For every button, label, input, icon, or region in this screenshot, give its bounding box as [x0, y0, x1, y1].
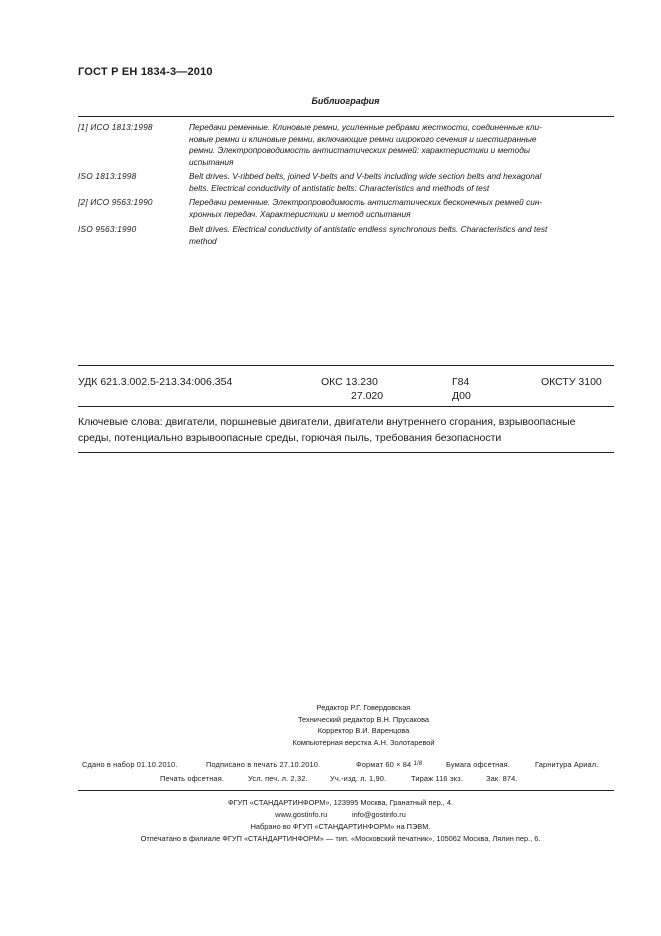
format-prefix: Формат 60 × 84 [356, 760, 412, 769]
print-conv-sheets: Усл. печ. л. 2,32. [248, 774, 308, 783]
bibliography-top-rule [78, 116, 614, 117]
publisher-contacts [20, 809, 661, 821]
classification-top-rule [78, 365, 614, 366]
print-signed-date: Подписано в печать 27.10.2010. [206, 760, 321, 769]
udk-code: УДК 621.3.002.5-213.34:006.354 [78, 376, 233, 388]
bib-text-1-ru [189, 122, 615, 168]
keywords-top-rule [78, 406, 614, 407]
bib-line: Belt drives. V-ribbed belts, joined V-belts and V-belts including wide section belts and hexagonal [189, 171, 542, 181]
bib-ref-2-ru: [2] ИСО 9563:1990 [78, 197, 153, 207]
format-numerator: 1 [413, 761, 417, 767]
credit-editor: Редактор Р.Г. Говердовская [316, 703, 411, 712]
print-method: Печать офсетная. [160, 774, 225, 783]
print-order: Зак. 874. [486, 774, 518, 783]
bib-text-2-ru [189, 197, 615, 220]
bib-text-2-en [189, 224, 615, 247]
format-denominator: 8 [418, 761, 423, 767]
publisher-top-rule [78, 790, 614, 791]
bib-line: ремни. Электропроводимость антистатических ремней: характеристики и методы [189, 145, 530, 156]
document-header: ГОСТ Р ЕН 1834-3—2010 [78, 66, 213, 78]
format-fraction: 1/8 [413, 761, 423, 767]
bib-line: Belt drives. Electrical conductivity of antistatic endless synchronous belts. Characteristics and test [189, 224, 548, 234]
oks-code-1: ОКС 13.230 [321, 376, 378, 388]
bib-ref-1-en: ISO 1813:1998 [78, 171, 137, 181]
print-font: Гарнитура Ариал. [535, 760, 599, 769]
keywords-bottom-rule [78, 452, 614, 453]
bib-line: хронных передач. Характеристики и метод испытания [189, 208, 411, 219]
keywords-line-1: Ключевые слова: двигатели, поршневые двигатели, двигатели внутреннего сгорания, взрывоопасные [78, 416, 576, 428]
keywords-line-2: среды, потенциально взрывоопасные среды, горючая пыль, требования безопасности [78, 432, 502, 444]
publisher-typeset: Набрано во ФГУП «СТАНДАРТИНФОРМ» на ПЭВМ. [250, 822, 431, 831]
g-code-2: Д00 [452, 390, 471, 402]
credit-tech-editor: Технический редактор В.Н. Прусакова [297, 714, 430, 724]
publisher-website[interactable]: www.gostinfo.ru [275, 810, 328, 819]
publisher-email[interactable]: info@gostinfo.ru [351, 810, 406, 819]
bib-line: испытания [189, 156, 234, 167]
publisher-block [0, 797, 661, 845]
print-format [356, 760, 422, 769]
print-publ-sheets: Уч.-изд. л. 1,90. [330, 774, 387, 783]
credit-corrector: Корректор В.И. Варенцова [317, 726, 410, 736]
bibliography-title: Библиография [311, 96, 380, 106]
credit-layout: Компьютерная верстка А.Н. Золотаревой [292, 737, 435, 747]
g-code-1: Г84 [452, 376, 470, 388]
bib-line: Передачи ременные. Клиновые ремни, усиленные ребрами жесткости, соединенные кли- [189, 122, 542, 132]
publisher-printed: Отпечатано в филиале ФГУП «СТАНДАРТИНФОРМ» — тип. «Московский печатник», 105062 Москва, Лялин пер., 6. [140, 834, 541, 843]
bib-text-1-en [189, 171, 615, 194]
keywords [78, 414, 576, 446]
print-run: Тираж 116 экз. [411, 774, 464, 783]
bib-ref-2-en: ISO 9563:1990 [78, 224, 137, 234]
bib-line: новые ремни и клиновые ремни, включающие ремни широкого сечения и шестигранные [189, 133, 537, 144]
oks-code-2: 27.020 [351, 390, 384, 402]
bib-ref-1-ru: [1] ИСО 1813:1998 [78, 122, 153, 132]
print-paper: Бумага офсетная. [446, 760, 510, 769]
bib-line: method [189, 235, 217, 246]
bib-line: belts. Electrical conductivity of antistatic belts: Characteristics and methods of test [189, 182, 490, 193]
bib-line: Передачи ременные. Электропроводимость антистатических бесконечных ремней син- [189, 197, 543, 207]
okstu-code: ОКСТУ 3100 [541, 376, 602, 388]
credits-block [0, 702, 661, 748]
print-set-date: Сдано в набор 01.10.2010. [82, 760, 178, 769]
publisher-address: ФГУП «СТАНДАРТИНФОРМ», 123995 Москва, Гранатный пер., 4. [227, 798, 454, 807]
